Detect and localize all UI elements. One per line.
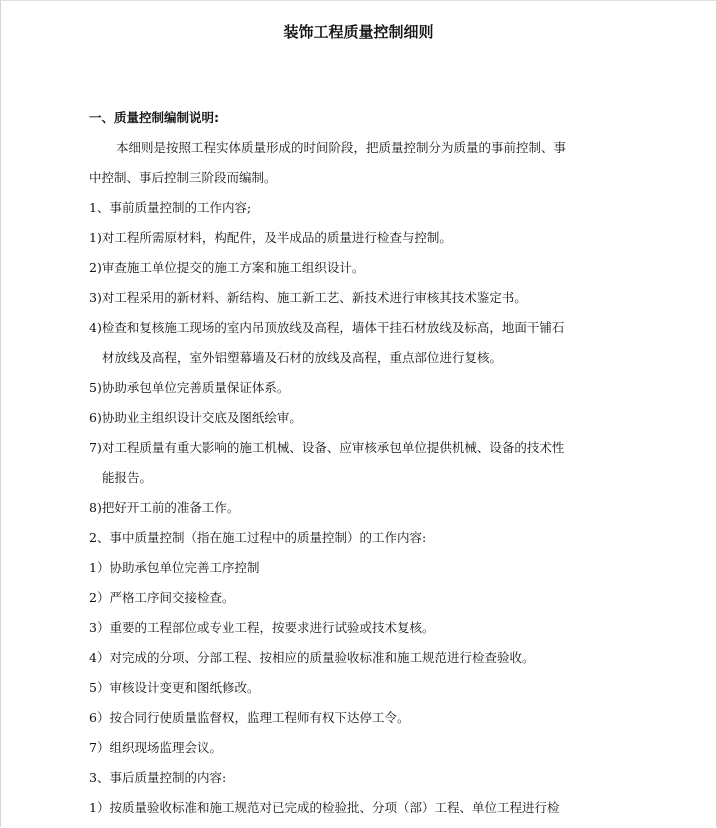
text-line: 2、事中质量控制（指在施工过程中的质量控制）的工作内容: xyxy=(89,530,427,545)
text-line: 3）重要的工程部位或专业工程，按要求进行试验或技术复核。 xyxy=(89,620,435,635)
text-line: 一、质量控制编制说明: xyxy=(89,110,219,125)
text-line: 能报告。 xyxy=(102,470,153,485)
text-line: 中控制、事后控制三阶段而编制。 xyxy=(89,170,277,185)
text-line: 4）对完成的分项、分部工程、按相应的质量验收标准和施工规范进行检查验收。 xyxy=(89,650,535,665)
text-line: 3、事后质量控制的内容: xyxy=(89,770,227,785)
text-line: 5)协助承包单位完善质量保证体系。 xyxy=(89,380,290,395)
text-line: 3)对工程采用的新材料、新结构、施工新工艺、新技术进行审核其技术鉴定书。 xyxy=(89,290,527,305)
text-line: 5）审核设计变更和图纸修改。 xyxy=(89,680,260,695)
document-body xyxy=(89,108,637,828)
text-line: 7）组织现场监理会议。 xyxy=(89,740,222,755)
text-line: 2）严格工序间交接检查。 xyxy=(89,590,235,605)
text-line: 1)对工程所需原材料，构配件，及半成品的质量进行检查与控制。 xyxy=(89,230,452,245)
text-line: 4)检查和复核施工现场的室内吊顶放线及高程，墙体干挂石材放线及标高，地面干铺石 xyxy=(89,320,565,335)
text-line: 本细则是按照工程实体质量形成的时间阶段，把质量控制分为质量的事前控制、事 xyxy=(116,140,567,155)
text-line: 1、事前质量控制的工作内容; xyxy=(89,200,252,215)
text-line: 6)协助业主组织设计交底及图纸绘审。 xyxy=(89,410,302,425)
text-line: 6）按合同行使质量监督权，监理工程师有权下达停工令。 xyxy=(89,710,410,725)
text-line: 7)对工程质量有重大影响的施工机械、设备、应审核承包单位提供机械、设备的技术性 xyxy=(89,440,565,455)
text-line: 2)审查施工单位提交的施工方案和施工组织设计。 xyxy=(89,260,365,275)
text-line: 1）协助承包单位完善工序控制 xyxy=(89,560,260,575)
text-line: 材放线及高程，室外铝塑幕墙及石材的放线及高程，重点部位进行复核。 xyxy=(102,350,503,365)
document-title: 装饰工程质量控制细则 xyxy=(283,23,434,41)
text-line: 1）按质量验收标准和施工规范对已完成的检验批、分项（部）工程、单位工程进行检 xyxy=(89,800,560,815)
text-line: 8)把好开工前的准备工作。 xyxy=(89,500,240,515)
